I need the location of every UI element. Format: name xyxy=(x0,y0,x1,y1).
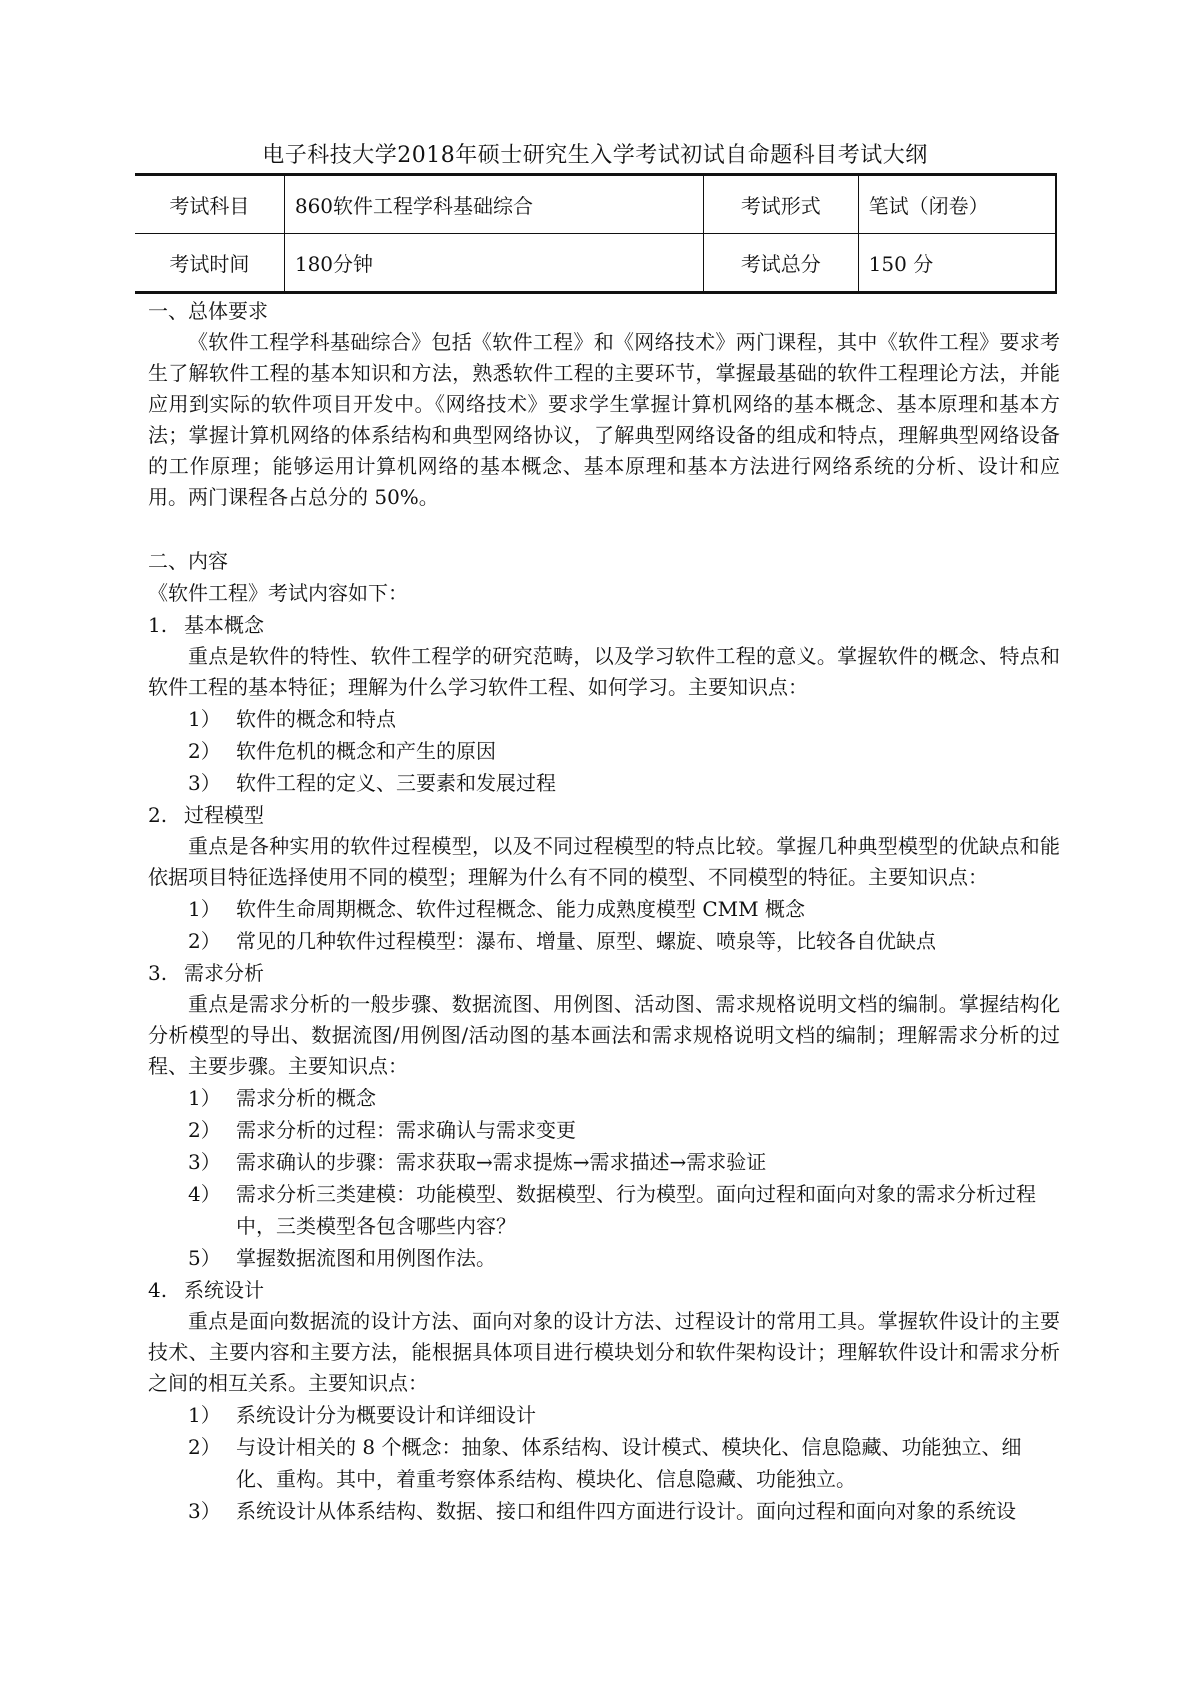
list-item: 1） 需求分析的概念 xyxy=(188,1086,376,1110)
list-item: 5） 掌握数据流图和用例图作法。 xyxy=(188,1246,496,1270)
list-item: 2） 与设计相关的 8 个概念：抽象、体系结构、设计模式、模块化、信息隐藏、功能独立、细化、重构。其中，着重考察体系结构、模块化、信息隐藏、功能独立。 xyxy=(188,1435,1022,1491)
list-item: 2） 常见的几种软件过程模型：瀑布、增量、原型、螺旋、喷泉等，比较各自优缺点 xyxy=(188,929,936,953)
exam-format-value: 笔试（闭卷） xyxy=(858,175,1056,234)
list-item: 1） 软件的概念和特点 xyxy=(188,707,396,731)
topic-title: 过程模型 xyxy=(184,803,264,827)
topic-heading xyxy=(148,957,1060,989)
list-item: 1） 系统设计分为概要设计和详细设计 xyxy=(188,1403,536,1427)
list-item: 1） 软件生命周期概念、软件过程概念、能力成熟度模型 CMM 概念 xyxy=(188,897,805,921)
exam-score-label: 考试总分 xyxy=(703,234,858,293)
paragraph: 《软件工程学科基础综合》包括《软件工程》和《网络技术》两门课程，其中《软件工程》要求考生了解软件工程的基本知识和方法，熟悉软件工程的主要环节，掌握最基础的软件工程理论方法，并能应用到实际的软件项目开发中。《网络技术》要求学生掌握计算机网络的基本概念、基本原理和基本方法；掌握计算机网络的体系结构和典型网络协议，了解典型网络设备的组成和特点，理解典型网络设备的工作原理；能够运用计算机网络的基本概念、基本原理和基本方法进行网络系统的分析、设计和应用。两门课程各占总分的 50%。 xyxy=(148,330,1060,509)
paragraph: 重点是软件的特性、软件工程学的研究范畴，以及学习软件工程的意义。掌握软件的概念、特点和软件工程的基本特征；理解为什么学习软件工程、如何学习。主要知识点： xyxy=(148,644,1060,699)
section-intro: 《软件工程》考试内容如下： xyxy=(148,581,408,605)
document-body xyxy=(148,295,1060,1527)
topic-title: 基本概念 xyxy=(184,613,264,637)
exam-subject-label: 考试科目 xyxy=(135,175,284,234)
list-item: 4） 需求分析三类建模：功能模型、数据模型、行为模型。面向过程和面向对象的需求分析过程中，三类模型各包含哪些内容？ xyxy=(188,1182,1036,1238)
topic-title: 系统设计 xyxy=(184,1278,264,1302)
table-row xyxy=(135,234,1056,293)
topic-heading xyxy=(148,609,1060,641)
exam-score-value: 150 分 xyxy=(858,234,1056,293)
paragraph: 重点是各种实用的软件过程模型，以及不同过程模型的特点比较。掌握几种典型模型的优缺点和能依据项目特征选择使用不同的模型；理解为什么有不同的模型、不同模型的特征。主要知识点： xyxy=(148,834,1060,889)
topic-number: 4. xyxy=(148,1278,168,1302)
topic-number: 3. xyxy=(148,961,168,985)
list-item: 3） 需求确认的步骤：需求获取→需求提炼→需求描述→需求验证 xyxy=(188,1150,767,1174)
list-item: 2） 软件危机的概念和产生的原因 xyxy=(188,739,496,763)
exam-subject-value: 860软件工程学科基础综合 xyxy=(284,175,703,234)
section-heading: 一、总体要求 xyxy=(148,299,268,323)
topic-number: 2. xyxy=(148,803,168,827)
paragraph: 重点是需求分析的一般步骤、数据流图、用例图、活动图、需求规格说明文档的编制。掌握结构化分析模型的导出、数据流图/用例图/活动图的基本画法和需求规格说明文档的编制；理解需求分析的过程、主要步骤。主要知识点： xyxy=(148,992,1060,1078)
topic-heading xyxy=(148,799,1060,831)
list-item: 3） 软件工程的定义、三要素和发展过程 xyxy=(188,771,556,795)
page-title: 电子科技大学2018年硕士研究生入学考试初试自命题科目考试大纲 xyxy=(262,143,928,168)
exam-format-label: 考试形式 xyxy=(703,175,858,234)
list-item: 3） 系统设计从体系结构、数据、接口和组件四方面进行设计。面向过程和面向对象的系统设 xyxy=(188,1499,1016,1523)
section-heading: 二、内容 xyxy=(148,549,228,573)
exam-info-table xyxy=(135,173,1057,294)
topic-number: 1. xyxy=(148,613,168,637)
exam-time-label: 考试时间 xyxy=(135,234,284,293)
topic-title: 需求分析 xyxy=(184,961,264,985)
topic-heading xyxy=(148,1274,1060,1306)
list-item: 2） 需求分析的过程：需求确认与需求变更 xyxy=(188,1118,576,1142)
table-row xyxy=(135,175,1056,234)
exam-time-value: 180分钟 xyxy=(284,234,703,293)
paragraph: 重点是面向数据流的设计方法、面向对象的设计方法、过程设计的常用工具。掌握软件设计的主要技术、主要内容和主要方法，能根据具体项目进行模块划分和软件架构设计；理解软件设计和需求分析之间的相互关系。主要知识点： xyxy=(148,1309,1060,1395)
